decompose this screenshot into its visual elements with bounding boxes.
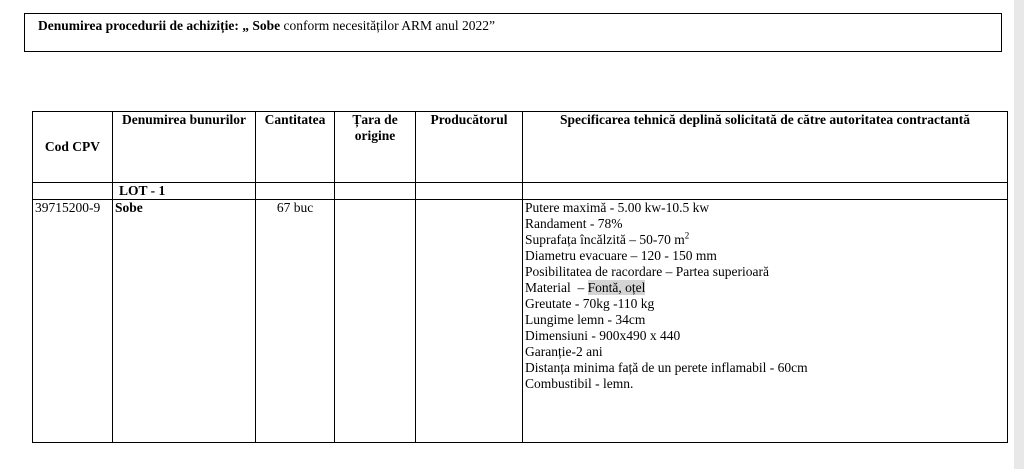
procedure-label: Denumirea procedurii de achiziție: xyxy=(38,18,239,33)
header-goods: Denumirea bunurilor xyxy=(113,112,256,183)
spec-fuel: Combustibil - lemn. xyxy=(525,376,634,391)
header-qty: Cantitatea xyxy=(256,112,335,183)
header-spec: Specificarea tehnică deplină solicitată de către autoritatea contractantă xyxy=(523,112,1008,183)
vertical-scrollbar[interactable] xyxy=(1014,0,1024,469)
spec-wood-length: Lungime lemn - 34cm xyxy=(525,312,646,327)
spec-dimensions: Dimensiuni - 900x490 x 440 xyxy=(525,328,681,343)
spec-exhaust: Diametru evacuare – 120 - 150 mm xyxy=(525,248,717,263)
item-name: Sobe xyxy=(113,200,256,443)
spec-warranty: Garanție-2 ani xyxy=(525,344,603,359)
procedure-name-bold: „ Sobe xyxy=(242,18,281,33)
header-origin: Țara de origine xyxy=(335,112,416,183)
table-row xyxy=(33,200,1008,443)
specification-table xyxy=(32,111,1008,443)
header-cpv: Cod CPV xyxy=(33,112,113,183)
lot-label: LOT - 1 xyxy=(113,183,256,200)
spec-material-value: Fontă, oțel xyxy=(587,280,646,295)
item-producer xyxy=(416,200,523,443)
spec-area-text: Suprafața încălzită – 50-70 m xyxy=(525,232,685,247)
lot-row xyxy=(33,183,1008,200)
spec-efficiency: Randament - 78% xyxy=(525,216,623,231)
spec-area xyxy=(525,232,1005,248)
spec-material xyxy=(525,280,1005,296)
procedure-title-box xyxy=(24,13,1002,52)
item-cpv: 39715200-9 xyxy=(33,200,113,443)
item-spec xyxy=(523,200,1008,443)
item-qty: 67 buc xyxy=(256,200,335,443)
spec-area-sup: 2 xyxy=(684,230,690,241)
procedure-name-rest: conform necesităților ARM anul 2022” xyxy=(283,18,495,33)
spec-power: Putere maximă - 5.00 kw-10.5 kw xyxy=(525,200,710,215)
table-header-row xyxy=(33,112,1008,183)
spec-material-label: Material – xyxy=(525,280,588,295)
spec-distance: Distanța minima față de un perete inflamabil - 60cm xyxy=(525,360,808,375)
header-producer: Producătorul xyxy=(416,112,523,183)
item-origin xyxy=(335,200,416,443)
spec-connection: Posibilitatea de racordare – Partea superioară xyxy=(525,264,770,279)
spec-weight: Greutate - 70kg -110 kg xyxy=(525,296,655,311)
